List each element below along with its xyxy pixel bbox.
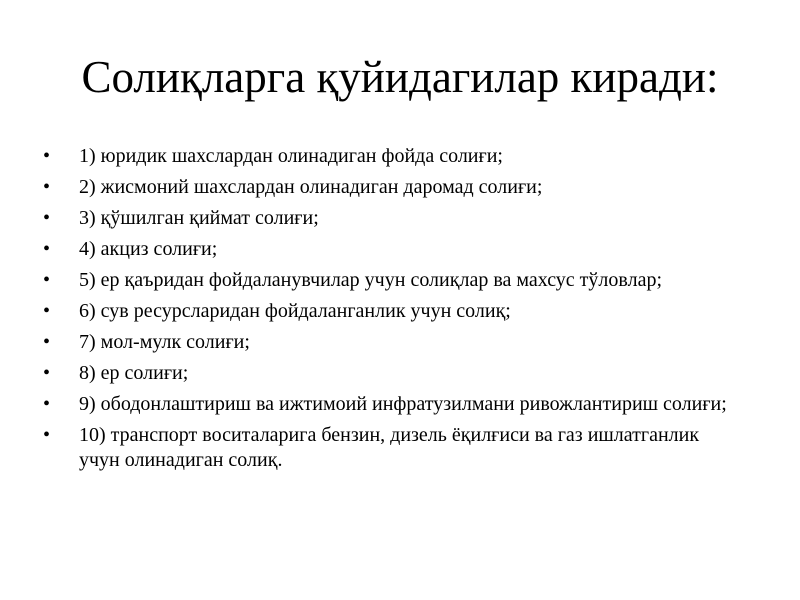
list-item (40, 268, 740, 293)
list-item (40, 392, 740, 417)
list-item (40, 361, 740, 386)
bullet-icon: • (43, 269, 51, 291)
list-item (40, 206, 740, 231)
list-item (40, 423, 740, 473)
list-item (40, 237, 740, 262)
list-item-text: 7) мол-мулк солиғи; (79, 331, 250, 353)
list-item-text: 3) қўшилган қиймат солиғи; (79, 207, 319, 229)
list-item (40, 299, 740, 324)
bullet-icon: • (43, 393, 51, 415)
list-item (40, 330, 740, 355)
bullet-icon: • (43, 424, 51, 446)
bullet-icon: • (43, 331, 51, 353)
list-item-text: 2) жисмоний шахслардан олинадиган даромад солиғи; (79, 176, 543, 198)
bullet-icon: • (43, 238, 51, 260)
list-item-text: 1) юридик шахслардан олинадиган фойда солиғи; (79, 145, 503, 167)
bullet-icon: • (43, 145, 51, 167)
bullet-icon: • (43, 300, 51, 322)
bullet-icon: • (43, 176, 51, 198)
list-item-text: 8) ер солиғи; (79, 362, 189, 384)
list-item (40, 144, 740, 169)
list-item-text: 6) сув ресурсларидан фойдаланганлик учун солиқ; (79, 300, 511, 322)
list-item-text: 5) ер қаъридан фойдаланувчилар учун солиқлар ва махсус тўловлар; (79, 269, 662, 291)
list-item (40, 175, 740, 200)
list-item-text: 10) транспорт воситаларига бензин, дизель ёқилғиси ва газ ишлатганлик учун олинадиган солиқ. (79, 424, 700, 471)
bullet-icon: • (43, 362, 51, 384)
bullet-list (40, 144, 740, 479)
list-item-text: 9) ободонлаштириш ва ижтимоий инфратузилмани ривожлантириш солиғи; (79, 393, 727, 415)
list-item-text: 4) акциз солиғи; (79, 238, 218, 260)
bullet-icon: • (43, 207, 51, 229)
slide-title: Солиқларга қуйидагилар киради: (81, 52, 719, 102)
